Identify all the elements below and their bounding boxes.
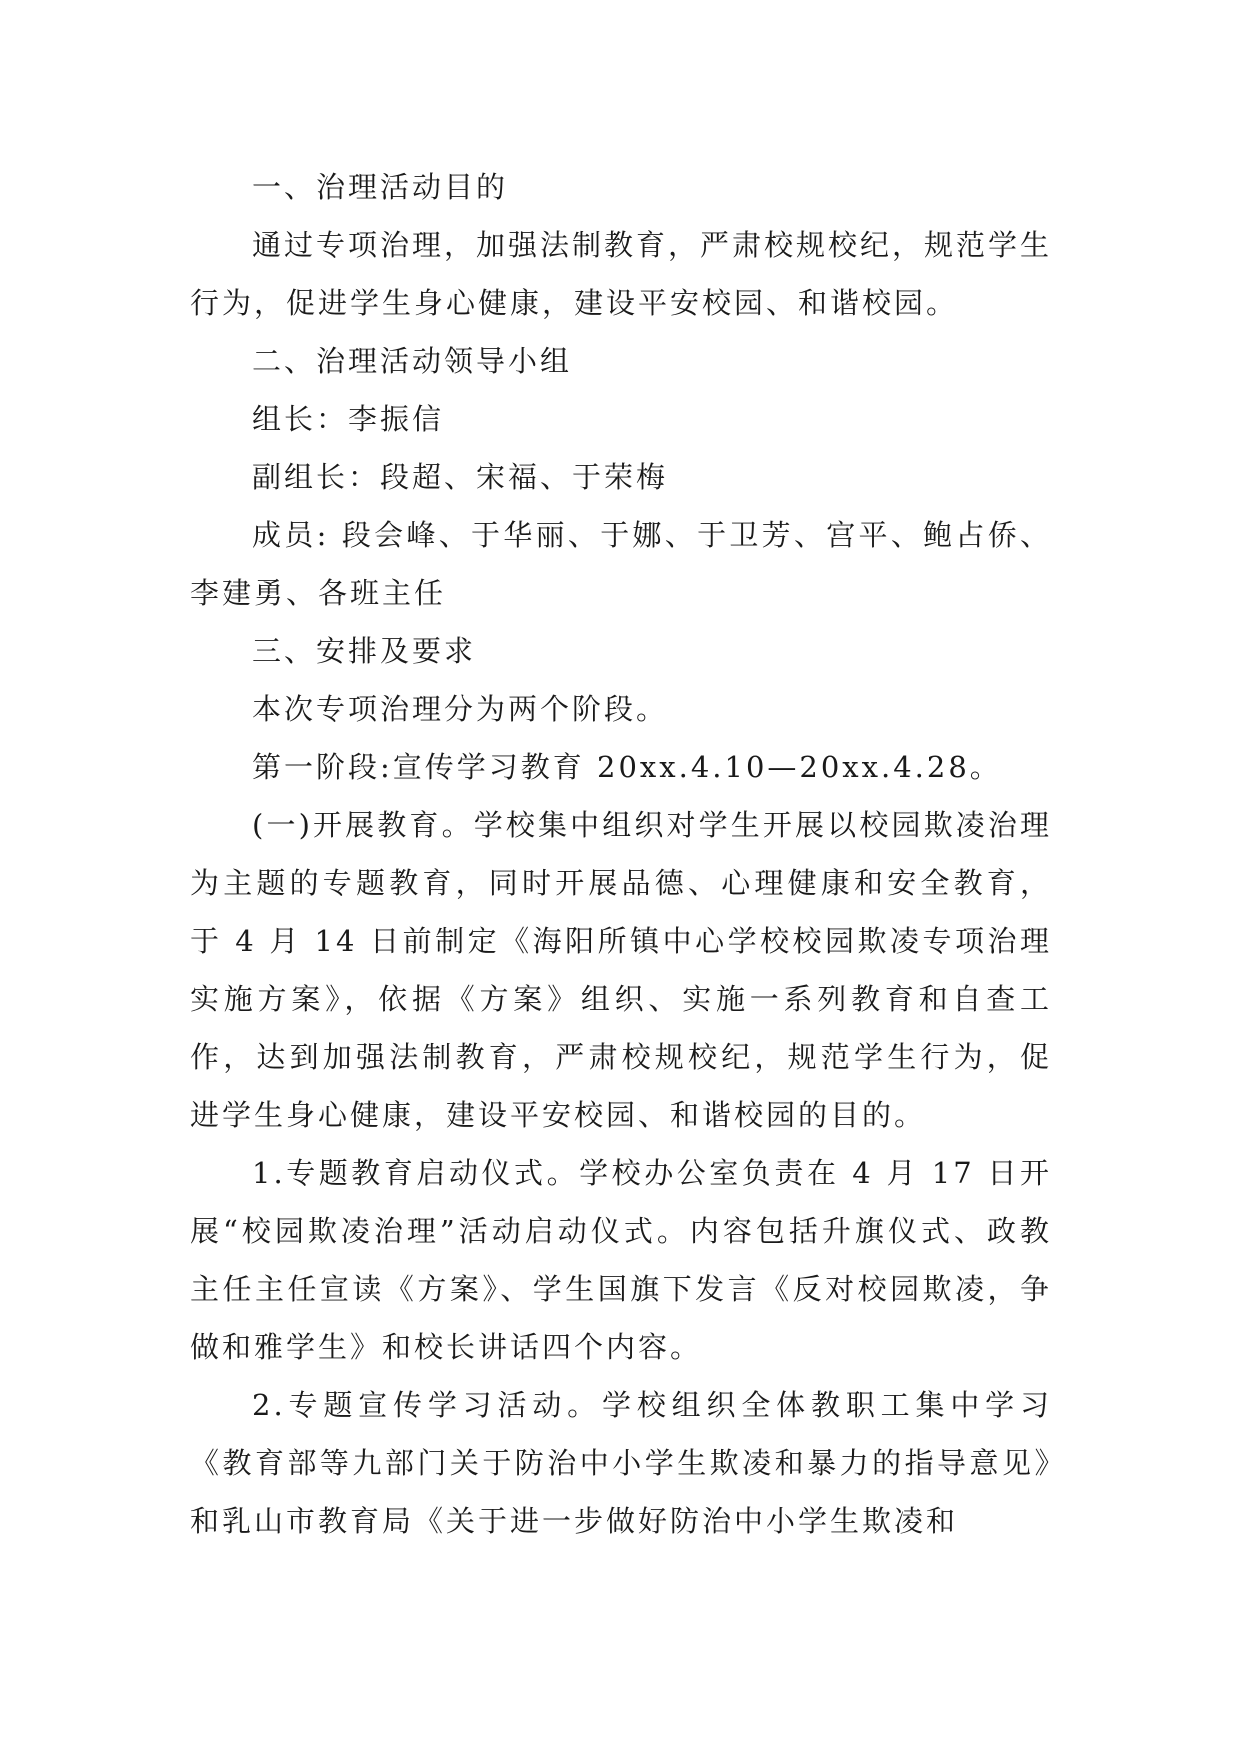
paragraph-stage-one: 第一阶段:宣传学习教育 20xx.4.10—20xx.4.28。 xyxy=(252,750,1002,784)
paragraph-leader: 组长：李振信 xyxy=(252,402,445,436)
paragraph-study-activity: 2.专题宣传学习活动。学校组织全体教职工集中学习《教育部等九部门关于防治中小学生欺凌和暴力的指导意见》和乳山市教育局《关于进一步做好防治中小学生欺凌和 xyxy=(190,1388,1052,1538)
section-heading-leadership: 二、治理活动领导小组 xyxy=(252,344,573,378)
section-heading-goal: 一、治理活动目的 xyxy=(252,170,509,204)
paragraph-members: 成员: 段会峰、于华丽、于娜、于卫芳、宫平、鲍占侨、李建勇、各班主任 xyxy=(190,518,1052,610)
section-heading-arrangement: 三、安排及要求 xyxy=(252,634,477,668)
paragraph-goal: 通过专项治理，加强法制教育，严肃校规校纪，规范学生行为，促进学生身心健康，建设平安校园、和谐校园。 xyxy=(190,228,1053,320)
paragraph-stages: 本次专项治理分为两个阶段。 xyxy=(252,692,669,726)
paragraph-education: (一)开展教育。学校集中组织对学生开展以校园欺凌治理为主题的专题教育，同时开展品德、心理健康和安全教育，于 4 月 14 日前制定《海阳所镇中心学校校园欺凌专项治理实施方案》，依据《方案》组织、实施一系列教育和自查工作，达到加强法制教育，严肃校规校纪，规范学生行为，促进学生身心健康，建设平安校园、和谐校园的目的。 xyxy=(190,808,1052,1132)
paragraph-deputy-leaders: 副组长：段超、宋福、于荣梅 xyxy=(252,460,669,494)
paragraph-launch-ceremony: 1.专题教育启动仪式。学校办公室负责在 4 月 17 日开展“校园欺凌治理”活动启动仪式。内容包括升旗仪式、政教主任主任宣读《方案》、学生国旗下发言《反对校园欺凌，争做和雅学生》和校长讲话四个内容。 xyxy=(190,1156,1052,1364)
document-body xyxy=(190,158,1052,1550)
